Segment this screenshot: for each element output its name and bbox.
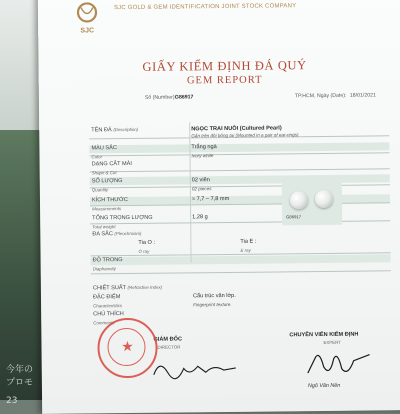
field-sub-quantity: Quantity <box>91 187 109 193</box>
pearl-photo <box>282 179 342 226</box>
pleo-e-sub: E ray <box>240 247 251 253</box>
background-page-number: 23 <box>6 396 18 406</box>
report-date: 18/01/2021 <box>349 92 376 99</box>
report-date-label: TP.HCM, Ngày (Date): <box>294 92 347 100</box>
field-label-refractive: CHIẾT SUẤT (Refractive Index) <box>92 284 163 292</box>
expert-name: Ngô Văn Nên <box>307 382 341 390</box>
field-sub-measurements: Measurements <box>92 206 122 212</box>
field-sub-comments: Comments <box>93 320 115 326</box>
pearl-image <box>315 190 333 208</box>
field-label-comments: CHÚ THÍCH <box>93 311 124 318</box>
field-value-quantity: 02 viên <box>191 177 210 184</box>
field-value-weight: 1,28 g <box>192 214 208 221</box>
seal-star-icon: ★ <box>121 337 134 355</box>
field-label-shape: DẠNG CẮT MÀI <box>91 160 132 168</box>
expert-sub: EXPERT <box>323 339 342 345</box>
background-magazine-text <box>6 362 33 406</box>
expert-label: CHUYÊN VIÊN KIỂM ĐỊNH <box>289 331 359 339</box>
field-sub-shape: Shape & Cut <box>91 170 117 176</box>
field-value-color-en: Ivory white <box>191 153 214 159</box>
field-sub-weight: Total weight <box>92 224 116 230</box>
director-signature <box>150 354 240 383</box>
field-value-quantity-en: 02 pieces <box>191 186 212 192</box>
field-value-characteristics-en: Fingerprint texture. <box>193 301 232 308</box>
report-number-label: Số (Number): <box>144 94 177 101</box>
field-value-measurements: ≈ 7,7 – 7,8 mm <box>191 195 230 203</box>
field-sub-color: Color <box>91 154 103 160</box>
background-text-line1: 今年の <box>6 365 34 375</box>
field-value-description: NGỌC TRAI NUÔI (Cultured Pearl) <box>191 125 282 133</box>
divider <box>91 270 391 274</box>
pearl-image <box>290 191 308 209</box>
field-label-pleochroism: ĐA SẮC (Pleochroism) <box>92 230 142 238</box>
expert-signature <box>304 346 374 381</box>
pleo-o-label: Tia O : <box>138 239 156 246</box>
pleo-e-label: Tia E : <box>240 238 257 245</box>
field-sub-characteristics: Characteristics <box>93 303 123 309</box>
report-title-vn: GIẤY KIỂM ĐỊNH ĐÁ QUÝ <box>142 58 307 74</box>
field-label-description: TÊN ĐÁ (Description) <box>91 126 139 134</box>
report-number: G86917 <box>174 94 194 101</box>
company-name: SJC GOLD & GEM IDENTIFICATION JOINT STOCK COMPANY <box>113 3 297 12</box>
field-label-quantity: SỐ LƯỢNG <box>91 178 123 185</box>
field-label-weight: TỔNG TRỌNG LƯỢNG <box>92 214 153 222</box>
director-label: GIÁM ĐỐC <box>153 336 183 343</box>
background-text-line2: プロモ <box>6 378 34 388</box>
field-value-description-mount: Gắn trên đôi bông tai (Mounted in a pair of ear-rings) <box>191 132 299 139</box>
photo-report-number: G86917 <box>286 214 302 220</box>
director-sub: DIRECTOR <box>157 344 181 350</box>
company-seal-stamp <box>97 318 158 379</box>
field-label-characteristics: ĐẶC ĐIỂM <box>92 294 121 301</box>
field-value-color: Trắng ngà <box>191 144 217 151</box>
field-label-diaphaneity: ĐỘ TRONG <box>92 257 123 264</box>
pleo-o-sub: O ray <box>138 248 150 254</box>
field-sub-diaphaneity: Diaphaneity <box>92 266 116 272</box>
field-value-characteristics: Cấu trúc vân lớp. <box>192 292 236 300</box>
field-label-color: MÀU SẮC <box>91 145 117 152</box>
svg-text:SJC: SJC <box>80 27 95 35</box>
sjc-logo-icon <box>72 1 102 35</box>
report-title-en: GEM REPORT <box>186 74 263 87</box>
field-label-measurements: KÍCH THƯỚC <box>91 197 128 204</box>
gem-report-document <box>38 0 400 414</box>
divider <box>90 168 390 172</box>
